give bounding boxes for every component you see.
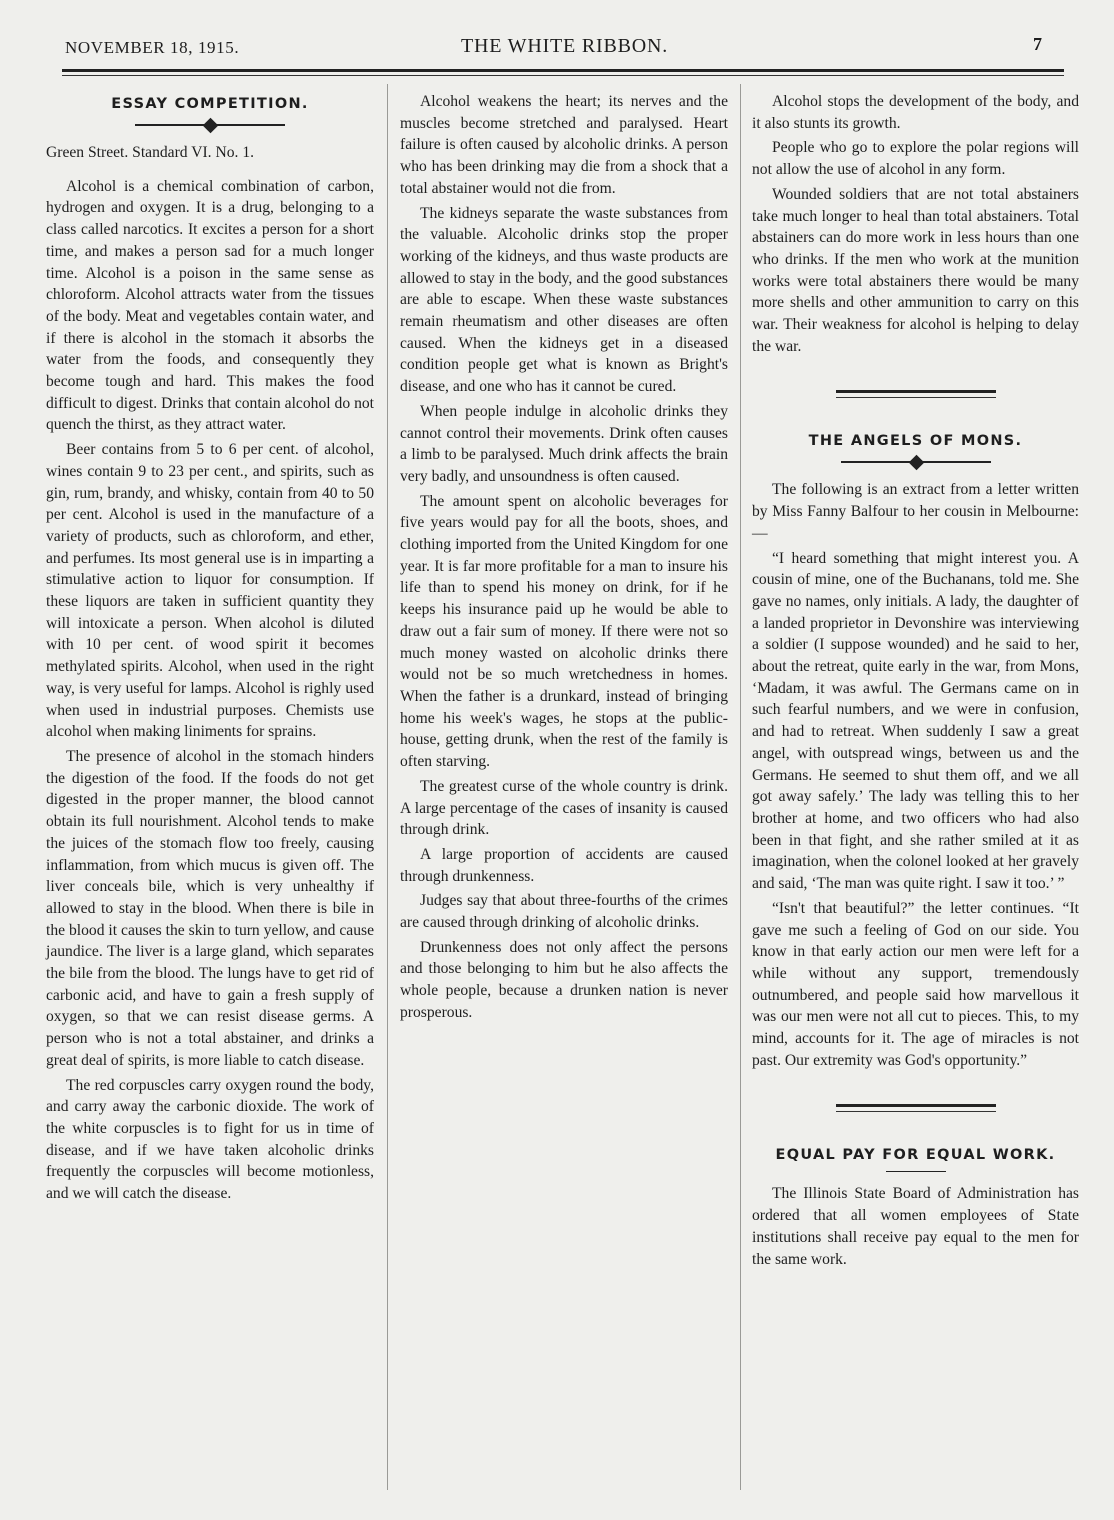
page-number: 7 [1033,34,1042,54]
equal-pay-heading: EQUAL PAY FOR EQUAL WORK. [775,1147,1056,1164]
page-header [65,32,1064,66]
column-divider [740,84,741,1490]
heading-underline [886,1169,946,1175]
essay-paragraph: When people indulge in alcoholic drinks they cannot control their movements. Drink often causes a limb to be paralysed. Much drink affects the brain very badly, and unsoundness is often caused. [400,402,728,485]
equal-pay-paragraph: The Illinois State Board of Administration has ordered that all women employees of State institutions shall receive pay equal to the men for the same work. [752,1185,1079,1268]
column-divider [387,84,388,1490]
header-rule [62,69,1064,72]
angels-paragraph: The following is an extract from a letter written by Miss Fanny Balfour to her cousin in Melbourne:— [752,481,1079,542]
essay-paragraph: Alcohol weakens the heart; its nerves and the muscles become stretched and paralysed. Heart failure is often caused by alcoholic drinks. A person who has been drinking may die from a shock that a total abstainer would not die from. [400,93,728,197]
heading-ornament [841,455,991,469]
column-3 [752,88,1079,1270]
essay-paragraph: A large proportion of accidents are caused through drunkenness. [400,845,728,885]
issue-date: NOVEMBER 18, 1915. [65,38,240,57]
column-2 [400,88,728,1024]
essay-paragraph: Alcohol is a chemical combination of carbon, hydrogen and oxygen. It is a drug, belonging to a class called narcotics. It excites a person for a short time, and makes a person sad for a much longer time. Alcohol is a poison in the same sense as chloroform. Alcohol attracts water from the tissues of the body. Meat and vegetables contain water, and if there is alcohol in the stomach it absorbs the water from the foods, and consequently they become tough and hard. This makes the food difficult to digest. Drinks that contain alcohol do not quench the thirst, as they attract water. [46,177,374,434]
essay-paragraph: Drunkenness does not only affect the persons and those belonging to him but he also affects the whole people, because a drunken nation is never prosperous. [400,938,728,1021]
essay-paragraph: The red corpuscles carry oxygen round the body, and carry away the carbonic dioxide. The work of the white corpuscles is to fight for us in time of disease, and if we have taken alcoholic drinks frequently the corpuscles will become motionless, and we will catch the disease. [46,1076,374,1203]
angels-paragraph: “Isn't that beautiful?” the letter continues. “It gave me such a feeling of God on our side. You know in that early action our men were left for a while without any support, tremendously outnumbered, and people said how marvellous it was our men were not all cut to pieces. This, to my mind, accounts for it. The age of miracles is not past. Our extremity was God's opportunity.” [752,899,1079,1069]
header-rule-thin [62,75,1064,76]
essay-paragraph: People who go to explore the polar regions will not allow the use of alcohol in any form. [752,139,1079,179]
essay-paragraph: Wounded soldiers that are not total abstainers take much longer to heal than total abstainers. Total abstainers can do more work in less hours than one who drinks. If the men who work at the munition works were total abstainers there would be many more shells and other ammunition to carry on this war. Their weakness for alcohol is helping to delay the war. [752,185,1079,355]
essay-paragraph: Judges say that about three-fourths of the crimes are caused through drinking of alcoholic drinks. [400,892,728,932]
essay-paragraph: Beer contains from 5 to 6 per cent. of alcohol, wines contain 9 to 23 per cent., and spirits, such as gin, rum, brandy, and whisky, contain from 40 to 50 per cent. Alcohol is used in the manufacture of a variety of products, such as chloroform, and ether, and perfumes. Its most general use is in imparting a stimulative action to liquor for consumption. If these liquors are taken in sufficient quantity they will intoxicate a person. When alcohol is diluted with 10 per cent. of wood spirit it becomes methylated spirits. Alcohol, when used in the right way, is very useful for lamps. Alcohol is righly used when used in industrial purposes. Chemists use alcohol when making liniments for sprains. [46,441,374,741]
essay-paragraph: The presence of alcohol in the stomach hinders the digestion of the food. If the foods do not get digested in the proper manner, the blood cannot obtain its full nourishment. Alcohol tends to make the juices of the stomach flow too freely, causing inflammation, from which mucus is given off. The liver conceals bile, which is very unhealthy if allowed to stay in the blood. When there is bile in the blood it causes the skin to turn yellow, and cause jaundice. The liver is a large gland, which separates the bile from the blood. The lungs have to get rid of carbonic acid, and have to gain a fresh supply of oxygen, so that we can resist disease germs. A person who is not a total abstainer, and drinks a great deal of spirits, is more liable to catch disease. [46,747,374,1069]
heading-ornament [135,118,285,132]
essay-subheading: Green Street. Standard VI. No. 1. [46,144,255,161]
section-separator [836,387,996,403]
essay-paragraph: Alcohol stops the development of the body, and it also stunts its growth. [752,93,1079,132]
column-1 [46,88,374,1205]
essay-paragraph: The amount spent on alcoholic beverages for five years would pay for all the boots, shoes, and clothing imported from the United Kingdom for one year. It is far more profitable for a man to insure his life than to spend his money on drink, for if he keeps his insurance paid up he would be able to draw out a fair sum of money. If there were not so much money wasted on alcoholic drinks there would not be so much wretchedness in homes. When the father is a drunkard, instead of bringing home his week's wages, he stops at the public-house, getting drunk, when the rest of the family is often starving. [400,492,728,771]
section-separator [836,1101,996,1117]
essay-paragraph: The kidneys separate the waste substances from the valuable. Alcoholic drinks stop the proper working of the kidneys, and thus waste products are allowed to stay in the body, and the good substances are able to escape. When these waste substances remain rheumatism and other diseases are often caused. When the kidneys get in a diseased condition people get what is known as Bright's disease, and one who has it cannot be cured. [400,204,728,396]
essay-heading: ESSAY COMPETITION. [111,96,309,112]
essay-paragraph: The greatest curse of the whole country is drink. A large percentage of the cases of insanity is caused through drink. [400,777,728,839]
angels-heading: THE ANGELS OF MONS. [808,433,1023,450]
publication-title: THE WHITE RIBBON. [460,35,669,57]
angels-paragraph: “I heard something that might interest you. A cousin of mine, one of the Buchanans, told me. She gave no names, only initials. A lady, the daughter of a landed proprietor in Devonshire was interviewing a soldier (I suppose wounded) and he said to her, about the retreat, quite early in the war, from Mons, ‘Madam, it was awful. The Germans came on in such fearful numbers, and we were in confusion, and had to retreat. When suddenly I saw a great angel, with outspread wings, between us and the Germans. He seemed to shut them off, and we all got away safely.’ The lady was telling this to her brother at home, and two officers who had also been in that fight, and she rather smiled at it as imagination, when the colonel looked at her gravely and said, ‘The man was quite right. I saw it too.’ ” [752,549,1079,893]
